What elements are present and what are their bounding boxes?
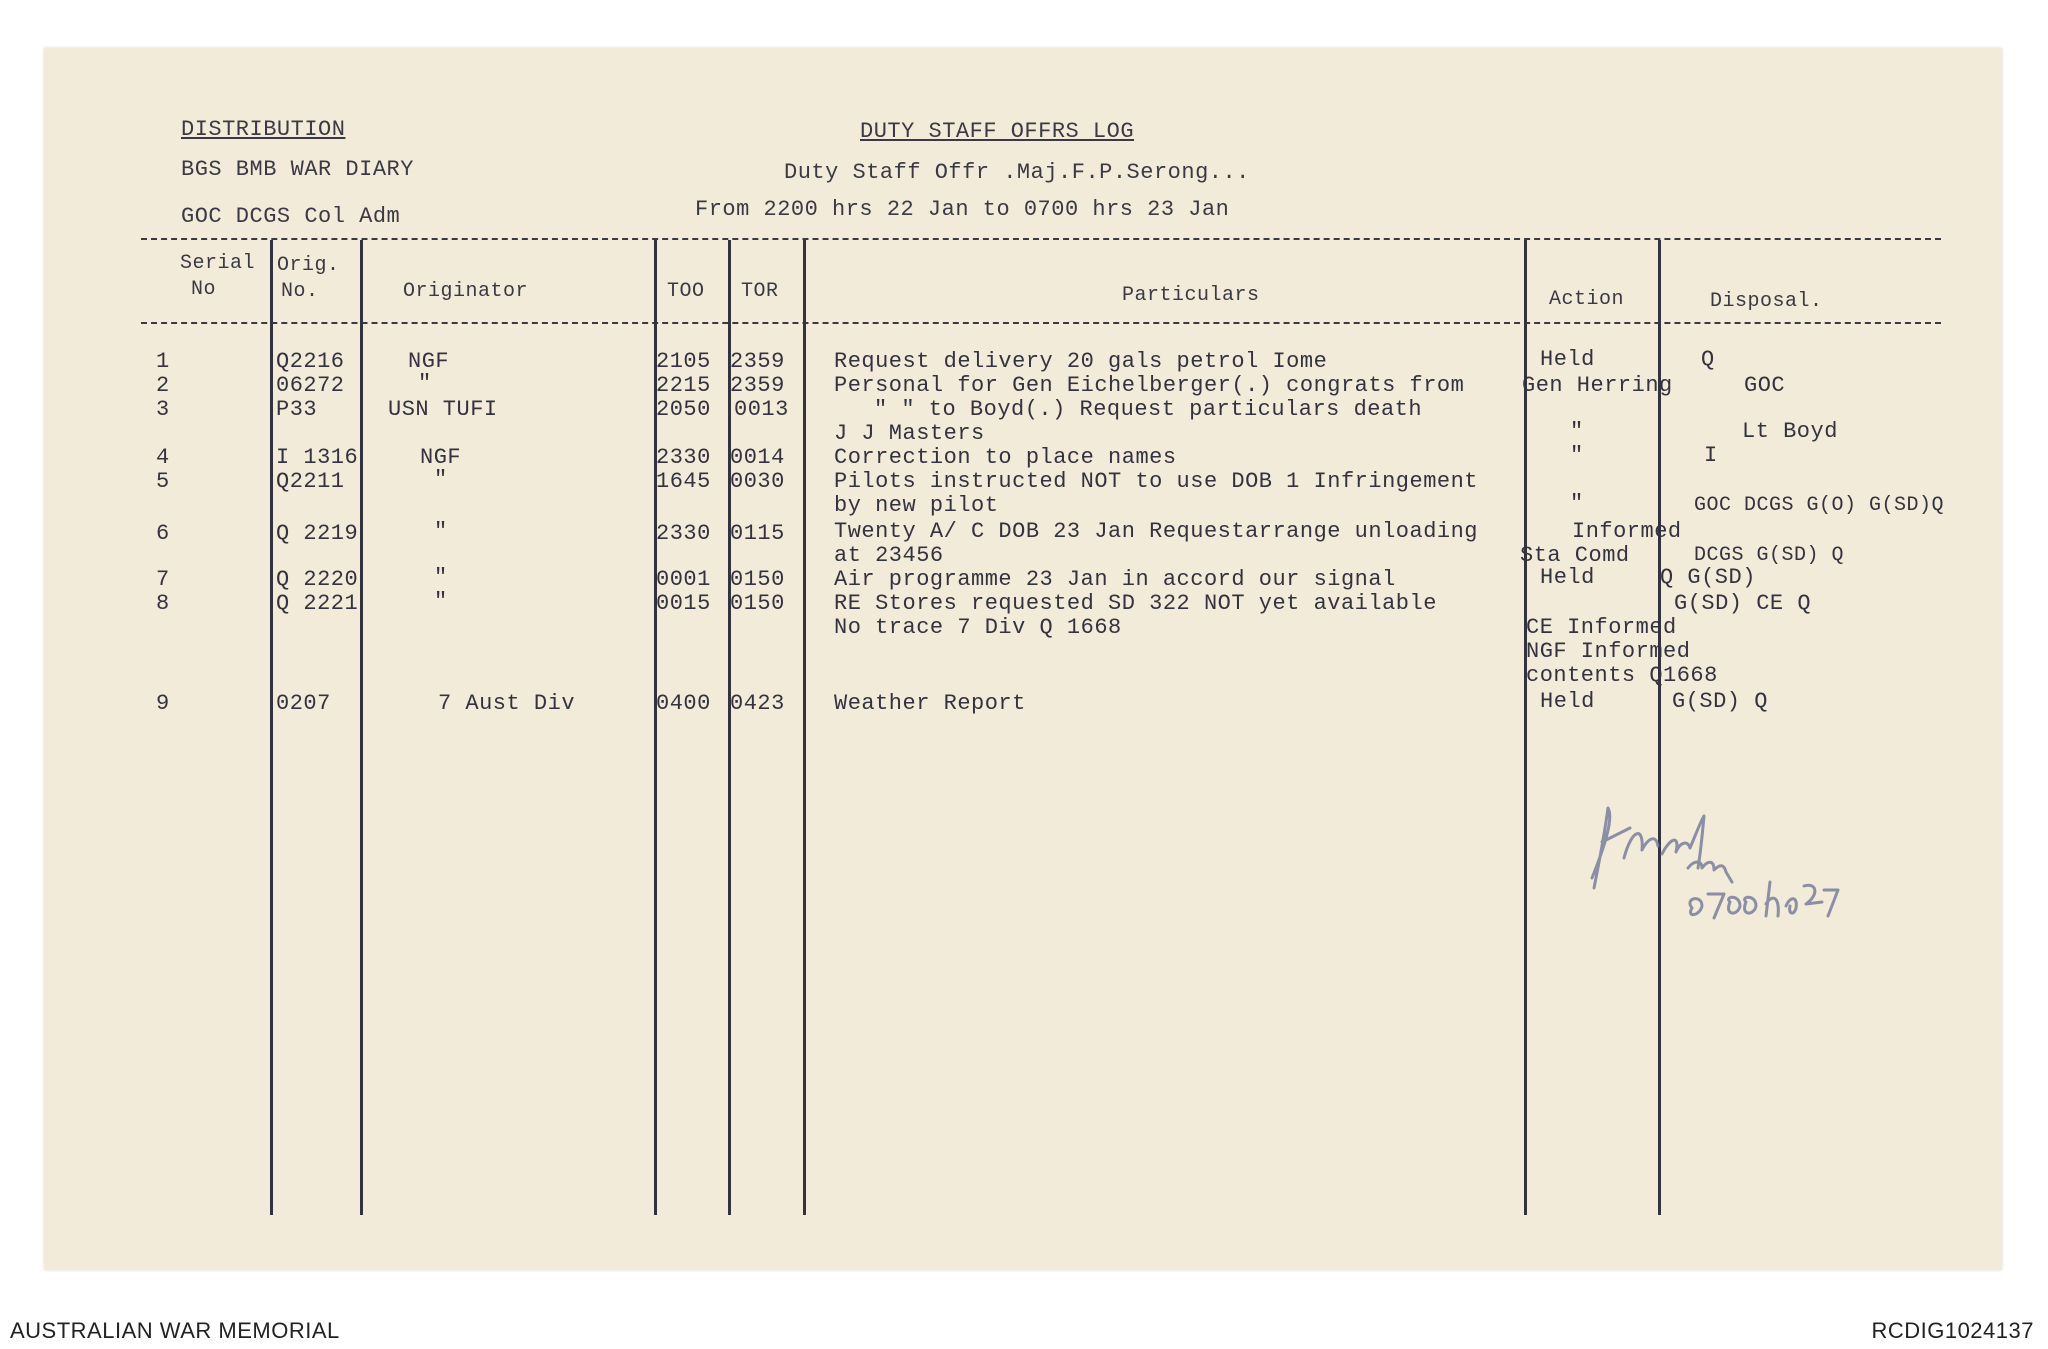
cell-particulars: Twenty A/ C DOB 23 Jan Requestarrange unloading	[834, 519, 1479, 544]
cell-action: Gen Herring	[1522, 373, 1673, 398]
cell-action-cont: NGF Informed	[1526, 639, 1691, 664]
col-header-particulars: Particulars	[1122, 284, 1260, 307]
cell-action: Held	[1540, 689, 1595, 714]
cell-tor: 2359	[730, 349, 785, 374]
cell-serial: 9	[156, 691, 170, 716]
col-header-action: Action	[1549, 288, 1625, 311]
col-header-tor: TOR	[741, 280, 779, 303]
cell-tor: 0423	[730, 691, 785, 716]
cell-originator: "	[418, 371, 432, 396]
cell-orig: Q2211	[276, 469, 345, 494]
cell-originator: NGF	[408, 349, 450, 374]
cell-disposal: DCGS G(SD) Q	[1694, 544, 1845, 567]
cell-action-cont: Sta Comd	[1520, 543, 1630, 568]
cell-serial: 3	[156, 397, 170, 422]
cell-serial: 1	[156, 349, 170, 374]
cell-originator: 7 Aust Div	[438, 691, 576, 716]
cell-serial: 5	[156, 469, 170, 494]
cell-action: Held	[1540, 347, 1595, 372]
footer-id: RCDIG1024137	[1871, 1318, 2034, 1343]
col-header-serial: Serial	[180, 252, 256, 275]
cell-action-cont: contents Q1668	[1526, 663, 1718, 688]
cell-orig: Q 2221	[276, 591, 359, 616]
period-line: From 2200 hrs 22 Jan to 0700 hrs 23 Jan	[695, 197, 1230, 222]
cell-particulars-cont: No trace 7 Div Q 1668	[834, 615, 1122, 640]
cell-orig: Q2216	[276, 349, 345, 374]
cell-particulars: Personal for Gen Eichelberger(.) congrats from	[834, 373, 1465, 398]
column-divider	[803, 240, 806, 1215]
cell-disposal: G(SD) Q	[1672, 689, 1768, 714]
cell-particulars: RE Stores requested SD 322 NOT yet available	[834, 591, 1437, 616]
cell-tor: 0030	[730, 469, 785, 494]
cell-tor: 0115	[730, 521, 785, 546]
table-top-rule	[141, 238, 1941, 242]
cell-particulars: Air programme 23 Jan in accord our signal	[834, 567, 1396, 592]
cell-originator: "	[434, 589, 448, 614]
cell-disposal: I	[1704, 443, 1718, 468]
distribution-line-1: BGS BMB WAR DIARY	[181, 157, 414, 182]
duty-officer-line: Duty Staff Offr .Maj.F.P.Serong...	[784, 160, 1250, 185]
cell-serial: 6	[156, 521, 170, 546]
column-divider	[360, 240, 363, 1215]
cell-tor: 0150	[730, 591, 785, 616]
col-header-orig: Orig.	[277, 254, 340, 277]
cell-action: CE Informed	[1526, 615, 1677, 640]
cell-particulars-cont: by new pilot	[834, 493, 999, 518]
cell-particulars: Correction to place names	[834, 445, 1177, 470]
cell-originator: USN TUFI	[388, 397, 498, 422]
cell-too: 2105	[656, 349, 711, 374]
cell-orig: P33	[276, 397, 318, 422]
cell-disposal: Q G(SD)	[1660, 565, 1756, 590]
cell-serial: 7	[156, 567, 170, 592]
cell-originator: "	[434, 565, 448, 590]
cell-tor: 0013	[734, 397, 789, 422]
cell-particulars-cont: at 23456	[834, 543, 944, 568]
column-divider	[270, 240, 273, 1215]
cell-too: 0001	[656, 567, 711, 592]
cell-action: "	[1570, 419, 1584, 444]
cell-particulars: Request delivery 20 gals petrol Iome	[834, 349, 1328, 374]
cell-originator: "	[434, 519, 448, 544]
cell-originator: "	[434, 467, 448, 492]
cell-particulars-cont: J J Masters	[834, 421, 985, 446]
cell-orig: 0207	[276, 691, 331, 716]
cell-particulars: Weather Report	[834, 691, 1026, 716]
cell-too: 0015	[656, 591, 711, 616]
cell-orig: 06272	[276, 373, 345, 398]
col-header-too: TOO	[667, 280, 705, 303]
cell-too: 1645	[656, 469, 711, 494]
cell-disposal: GOC	[1744, 373, 1786, 398]
cell-tor: 2359	[730, 373, 785, 398]
cell-too: 0400	[656, 691, 711, 716]
cell-particulars: " " to Boyd(.) Request particulars death	[874, 397, 1423, 422]
cell-disposal: G(SD) CE Q	[1674, 591, 1812, 616]
distribution-line-2: GOC DCGS Col Adm	[181, 204, 401, 229]
table-header-rule	[141, 322, 1941, 326]
col-header-originator: Originator	[403, 280, 529, 303]
cell-too: 2215	[656, 373, 711, 398]
cell-originator: NGF	[420, 445, 462, 470]
cell-orig: Q 2220	[276, 567, 359, 592]
cell-serial: 4	[156, 445, 170, 470]
cell-too: 2330	[656, 445, 711, 470]
cell-tor: 0150	[730, 567, 785, 592]
handwritten-signature	[1584, 798, 1844, 948]
cell-action: Informed	[1572, 519, 1682, 544]
footer-source: AUSTRALIAN WAR MEMORIAL	[10, 1318, 340, 1343]
col-header-serial-no: No	[191, 278, 217, 301]
cell-serial: 2	[156, 373, 170, 398]
cell-disposal: GOC DCGS G(O) G(SD)Q	[1694, 494, 1945, 517]
col-header-disposal: Disposal.	[1710, 290, 1823, 313]
cell-too: 2050	[656, 397, 711, 422]
cell-disposal: Lt Boyd	[1742, 419, 1838, 444]
cell-action: "	[1570, 491, 1584, 516]
cell-orig: Q 2219	[276, 521, 359, 546]
col-header-orig-no: No.	[281, 280, 319, 303]
cell-disposal: Q	[1701, 347, 1715, 372]
cell-orig: I 1316	[276, 445, 359, 470]
cell-action: "	[1570, 443, 1584, 468]
distribution-label: DISTRIBUTION	[181, 117, 346, 142]
cell-too: 2330	[656, 521, 711, 546]
cell-action: Held	[1540, 565, 1595, 590]
document-page	[44, 48, 2002, 1270]
cell-particulars: Pilots instructed NOT to use DOB 1 Infringement	[834, 469, 1479, 494]
cell-tor: 0014	[730, 445, 785, 470]
log-title: DUTY STAFF OFFRS LOG	[860, 119, 1135, 144]
cell-serial: 8	[156, 591, 170, 616]
